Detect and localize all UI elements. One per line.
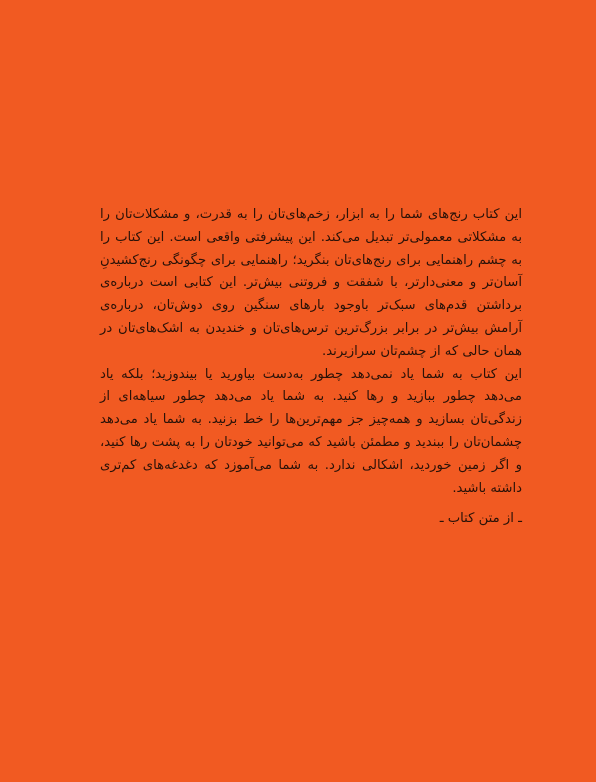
source-attribution: ـ از متن کتاب ـ bbox=[439, 511, 522, 527]
blurb-text bbox=[100, 204, 522, 531]
paragraph-2: این کتاب به شما یاد نمی‌دهد چطور به‌دست بیاورید یا بیندوزید؛ بلکه یاد می‌دهد چطور ببازید و رها کنید. به شما یاد می‌دهد چطور سیاهه‌ای از زندگی‌تان بسازید و همه‌چیز جز مهم‌ترین‌ها را خط بزنید. به شما یاد می‌دهد چشمان‌تان را ببندید و مطمئن باشید که می‌توانید خودتان را به پشت رها کنید، و اگر زمین خوردید، اشکالی ندارد. به شما می‌آموزد که دغدغه‌های کم‌تری داشته باشید. bbox=[100, 366, 522, 496]
paragraph-1: این کتاب رنج‌های شما را به ابزار، زخم‌های‌تان را به قدرت، و مشکلات‌تان را به مشکلاتی معمولی‌تر تبدیل می‌کند. این پیشرفتی واقعی است. این کتاب را به چشم راهنمایی برای رنج‌های‌تان بنگرید؛ راهنمایی برای چگونگی رنج‌کشیدنِ آسان‌تر و معنی‌دارتر، با شفقت و فروتنی بیش‌تر. این کتابی است درباره‌ی برداشتن قدم‌های سبک‌تر باوجود بارهای سنگین روی دوش‌تان، درباره‌ی آرامش بیش‌تر در برابر بزرگ‌ترین ترس‌های‌تان و خندیدن به اشک‌های‌تان در همان حالی که از چشم‌تان سرازیرند. bbox=[100, 207, 522, 359]
